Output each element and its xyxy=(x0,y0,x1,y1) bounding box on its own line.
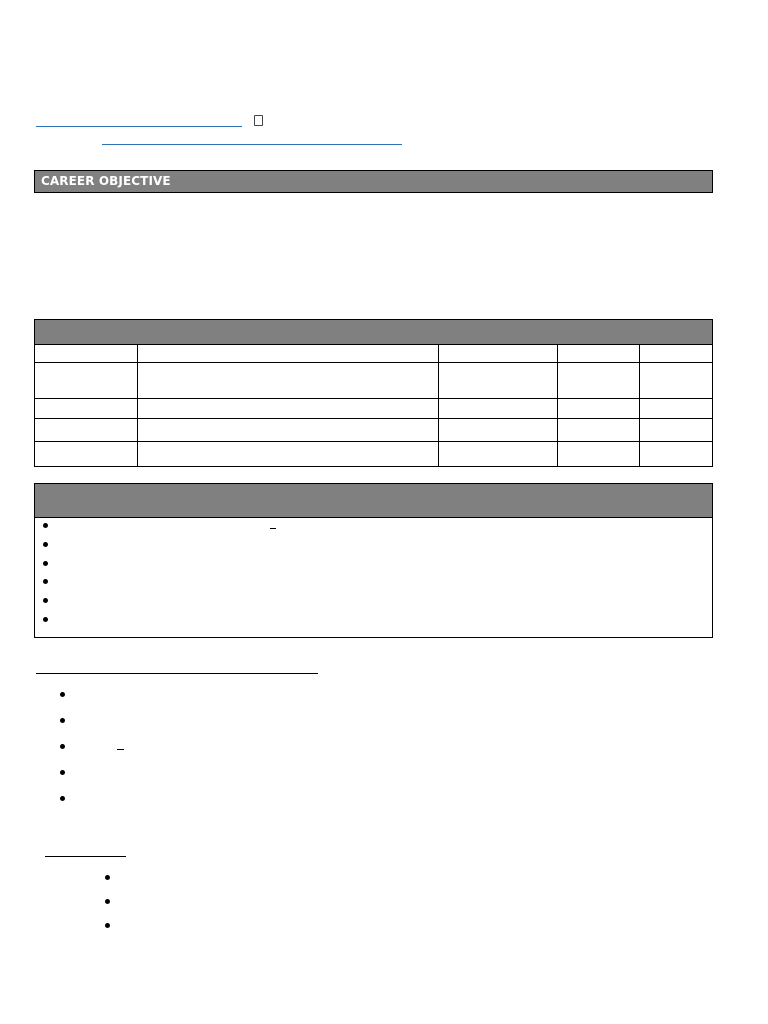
table-row xyxy=(35,419,713,442)
table-cell xyxy=(439,363,558,399)
list-bullet xyxy=(60,692,65,697)
list-bullet xyxy=(60,770,65,775)
table-cell xyxy=(35,399,138,419)
table-cell xyxy=(35,419,138,442)
list-bullet xyxy=(105,875,110,880)
dash-mark xyxy=(117,749,124,750)
email-link-underline[interactable] xyxy=(36,126,242,127)
list-bullet xyxy=(43,523,48,528)
table-cell xyxy=(138,419,439,442)
list-bullet xyxy=(43,617,48,622)
table-cell xyxy=(439,419,558,442)
list-bullet xyxy=(60,796,65,801)
table-cell xyxy=(439,345,558,363)
table-cell xyxy=(558,363,640,399)
table-cell xyxy=(558,399,640,419)
table-cell xyxy=(138,345,439,363)
skills-box xyxy=(34,517,713,638)
table-cell xyxy=(640,345,713,363)
career-objective-title: CAREER OBJECTIVE xyxy=(41,174,171,188)
table-cell xyxy=(138,442,439,467)
checkbox-icon[interactable] xyxy=(254,115,263,126)
list-bullet xyxy=(43,598,48,603)
table-cell xyxy=(35,345,138,363)
table-cell xyxy=(558,442,640,467)
table-cell xyxy=(640,399,713,419)
table-cell xyxy=(138,363,439,399)
table-cell xyxy=(640,419,713,442)
list-bullet xyxy=(105,923,110,928)
list-bullet xyxy=(43,561,48,566)
education-table xyxy=(34,344,713,467)
section-heading-underline xyxy=(45,856,126,857)
table-row xyxy=(35,363,713,399)
table-cell xyxy=(640,363,713,399)
list-bullet xyxy=(105,899,110,904)
career-objective-header xyxy=(34,170,713,193)
profile-link-underline[interactable] xyxy=(102,144,402,145)
list-bullet xyxy=(60,744,65,749)
list-bullet xyxy=(43,542,48,547)
table-cell xyxy=(35,363,138,399)
table-cell xyxy=(558,345,640,363)
table-cell xyxy=(439,442,558,467)
skills-section-header xyxy=(34,483,713,518)
section-heading-underline xyxy=(36,673,318,674)
table-row xyxy=(35,345,713,363)
list-bullet xyxy=(60,718,65,723)
table-cell xyxy=(439,399,558,419)
table-cell xyxy=(558,419,640,442)
table-cell xyxy=(640,442,713,467)
table-cell xyxy=(138,399,439,419)
dash-mark xyxy=(270,528,276,529)
education-table-header xyxy=(34,319,713,345)
table-row xyxy=(35,399,713,419)
table-cell xyxy=(35,442,138,467)
table-row xyxy=(35,442,713,467)
list-bullet xyxy=(43,579,48,584)
